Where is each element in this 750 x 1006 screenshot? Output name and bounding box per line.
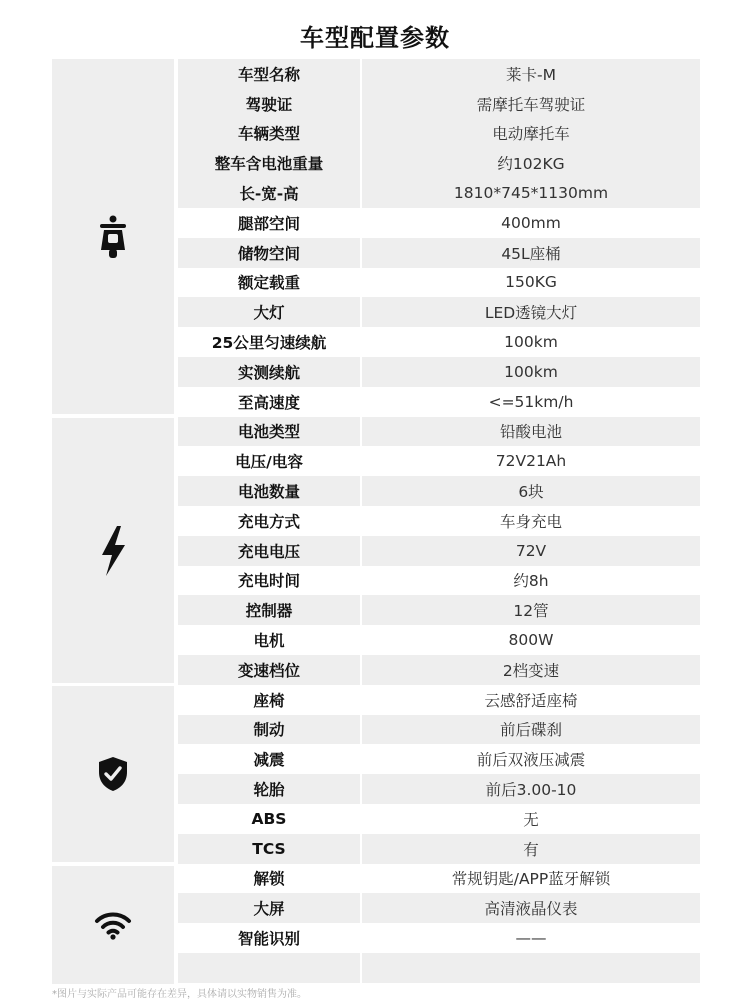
page-title: 车型配置参数 [300, 24, 450, 52]
row-label: 制动 [253, 721, 285, 740]
spec-row-top-speed [178, 387, 700, 417]
row-label: TCS [252, 839, 286, 858]
scooter-icon [97, 215, 129, 259]
row-label: 车型名称 [237, 65, 300, 84]
spec-row-headlight [178, 297, 700, 327]
row-value: 电动摩托车 [492, 125, 570, 144]
row-value: 1810*745*1130mm [453, 184, 609, 203]
spec-row-gears [178, 655, 700, 685]
wifi-icon [94, 910, 132, 940]
row-label: 电压/电容 [235, 453, 303, 472]
footnote: *图片与实际产品可能存在差异，具体请以实物销售为准。 [52, 989, 307, 1000]
row-label: 大屏 [253, 900, 285, 919]
row-value: 2档变速 [502, 661, 560, 680]
row-label: 25公里匀速续航 [211, 334, 327, 353]
row-value: LED透镜大灯 [484, 304, 578, 323]
row-value: —— [515, 929, 547, 947]
row-value: 前后3.00-10 [485, 781, 577, 800]
spec-row-controller [178, 595, 700, 625]
row-value: 约8h [513, 572, 549, 591]
row-label: 长-宽-高 [239, 185, 299, 204]
row-label: 额定载重 [237, 274, 300, 293]
row-label: 至高速度 [237, 393, 300, 412]
spec-row-abs [178, 804, 700, 834]
row-value: 云感舒适座椅 [484, 691, 578, 710]
row-label [178, 953, 360, 983]
row-value: 铅酸电池 [499, 423, 562, 442]
spec-row-battery-count [178, 476, 700, 506]
row-value: 800W [508, 631, 554, 650]
group-safety [52, 686, 174, 862]
group-smart [52, 866, 174, 984]
group-battery [52, 418, 174, 683]
row-label: 控制器 [245, 602, 293, 621]
row-value: 6块 [518, 483, 544, 502]
row-value: 莱卡-M [506, 65, 556, 84]
spec-row-suspension [178, 744, 700, 774]
spec-row-brakes [178, 715, 700, 745]
spec-row-smart-recognition [178, 923, 700, 953]
spec-row-vehicle-type [178, 119, 700, 149]
spec-row-range-25 [178, 327, 700, 357]
row-label: 车辆类型 [237, 125, 300, 144]
row-label: 变速档位 [237, 661, 300, 680]
spec-row-range-measured [178, 357, 700, 387]
spec-row-dimensions [178, 178, 700, 208]
row-value: 45L座桶 [501, 244, 561, 263]
row-value: 前后碟刹 [499, 721, 562, 740]
spec-row-leg-space [178, 208, 700, 238]
row-value: 400mm [501, 213, 561, 232]
spec-row-storage [178, 238, 700, 268]
row-value: 100km [504, 362, 558, 381]
row-value: 常规钥匙/APP蓝牙解锁 [451, 870, 611, 889]
row-label: 充电电压 [237, 542, 300, 561]
spec-row-charge-voltage [178, 536, 700, 566]
row-label: 腿部空间 [237, 214, 300, 233]
row-value: 高清液晶仪表 [484, 900, 578, 919]
row-value [362, 953, 700, 983]
row-value: 150KG [505, 273, 557, 292]
row-value: 无 [523, 810, 539, 829]
row-label: 驾驶证 [245, 95, 293, 114]
spec-table [178, 59, 700, 983]
spec-row-load [178, 268, 700, 298]
row-label: ABS [251, 809, 287, 828]
row-label: 实测续航 [237, 363, 300, 382]
row-label: 电机 [253, 632, 285, 651]
spec-row-display [178, 893, 700, 923]
group-general [52, 59, 174, 414]
row-label: 智能识别 [237, 930, 300, 948]
spec-row-seat [178, 685, 700, 715]
lightning-icon [98, 525, 128, 577]
row-label: 充电时间 [237, 572, 300, 591]
row-value: <=51km/h [488, 392, 574, 411]
row-label: 电池数量 [237, 483, 300, 502]
row-value: 72V [515, 541, 547, 560]
shield-check-icon [97, 756, 129, 792]
spec-row-charge-time [178, 566, 700, 596]
row-label: 整车含电池重量 [214, 155, 324, 174]
row-value: 12管 [513, 602, 549, 621]
row-value: 约102KG [497, 155, 565, 174]
row-value: 有 [523, 840, 539, 859]
row-value: 需摩托车驾驶证 [476, 95, 586, 114]
spec-row-motor [178, 625, 700, 655]
spec-row-voltage-capacity [178, 446, 700, 476]
row-label: 减震 [253, 751, 285, 770]
row-label: 大灯 [253, 304, 285, 323]
row-label: 电池类型 [237, 423, 300, 442]
row-label: 解锁 [253, 870, 285, 889]
spec-row-unlock [178, 864, 700, 894]
row-value: 前后双液压减震 [476, 751, 586, 770]
row-label: 座椅 [253, 691, 285, 710]
spec-row-tcs [178, 834, 700, 864]
row-label: 储物空间 [237, 244, 300, 263]
spec-row-battery-type [178, 417, 700, 447]
spec-row-charge-method [178, 506, 700, 536]
spec-row-empty [178, 953, 700, 983]
row-label: 轮胎 [253, 781, 285, 800]
spec-row-weight [178, 148, 700, 178]
row-value: 72V21Ah [495, 452, 567, 471]
spec-row-license [178, 89, 700, 119]
row-label: 充电方式 [237, 512, 300, 531]
spec-row-model-name [178, 59, 700, 89]
row-value: 车身充电 [499, 512, 562, 531]
row-value: 100km [504, 333, 558, 352]
spec-row-tires [178, 774, 700, 804]
